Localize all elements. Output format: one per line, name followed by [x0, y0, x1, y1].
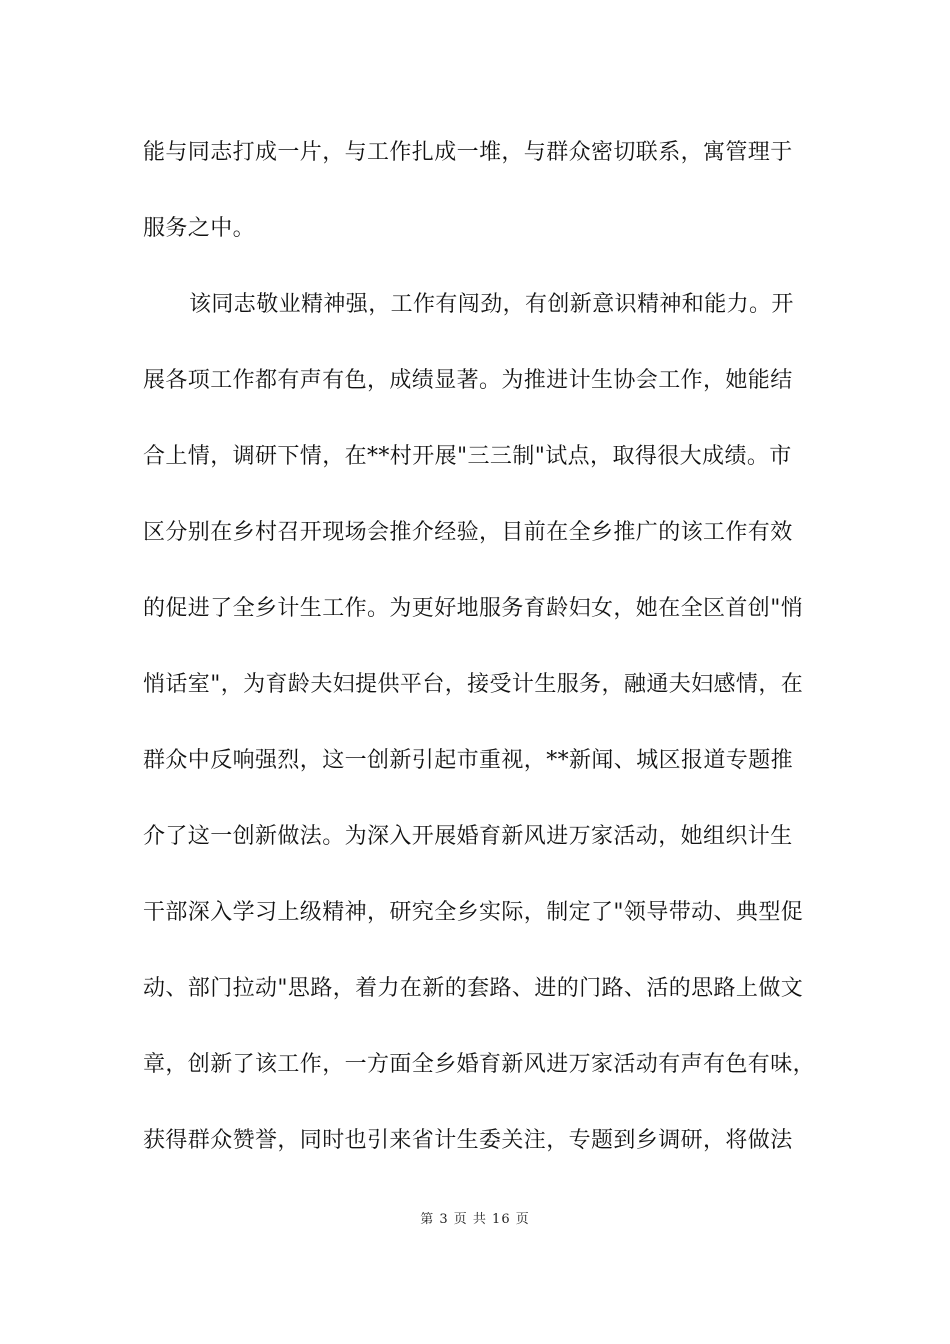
page-number: 第 3 页 共 16 页 — [420, 1212, 530, 1227]
text-line: 展各项工作都有声有色，成绩显著。为推进计生协会工作，她能结 — [143, 368, 793, 393]
text-line: 获得群众赞誉，同时也引来省计生委关注，专题到乡调研，将做法 — [143, 1128, 793, 1153]
text-line: 区分别在乡村召开现场会推介经验，目前在全乡推广的该工作有效 — [143, 520, 793, 545]
text-line: 服务之中。 — [143, 216, 256, 241]
paragraph-first-line: 该同志敬业精神强，工作有闯劲，有创新意识精神和能力。开 — [189, 292, 794, 317]
document-body — [143, 130, 823, 1194]
page-footer — [0, 1208, 950, 1227]
text-line: 的促进了全乡计生工作。为更好地服务育龄妇女，她在全区首创"悄 — [143, 596, 804, 621]
text-line: 悄话室"，为育龄夫妇提供平台，接受计生服务，融通夫妇感情，在 — [143, 672, 804, 697]
text-line: 动、部门拉动"思路，着力在新的套路、进的门路、活的思路上做文 — [143, 976, 804, 1001]
text-line: 合上情，调研下情，在**村开展"三三制"试点，取得很大成绩。市 — [143, 444, 792, 469]
text-line: 干部深入学习上级精神，研究全乡实际，制定了"领导带动、典型促 — [143, 900, 804, 925]
text-line: 能与同志打成一片，与工作扎成一堆，与群众密切联系，寓管理于 — [143, 140, 793, 165]
text-line: 群众中反响强烈，这一创新引起市重视，**新闻、城区报道专题推 — [143, 748, 794, 773]
text-line: 章，创新了该工作，一方面全乡婚育新风进万家活动有声有色有味， — [143, 1052, 816, 1077]
text-line: 介了这一创新做法。为深入开展婚育新风进万家活动，她组织计生 — [143, 824, 793, 849]
